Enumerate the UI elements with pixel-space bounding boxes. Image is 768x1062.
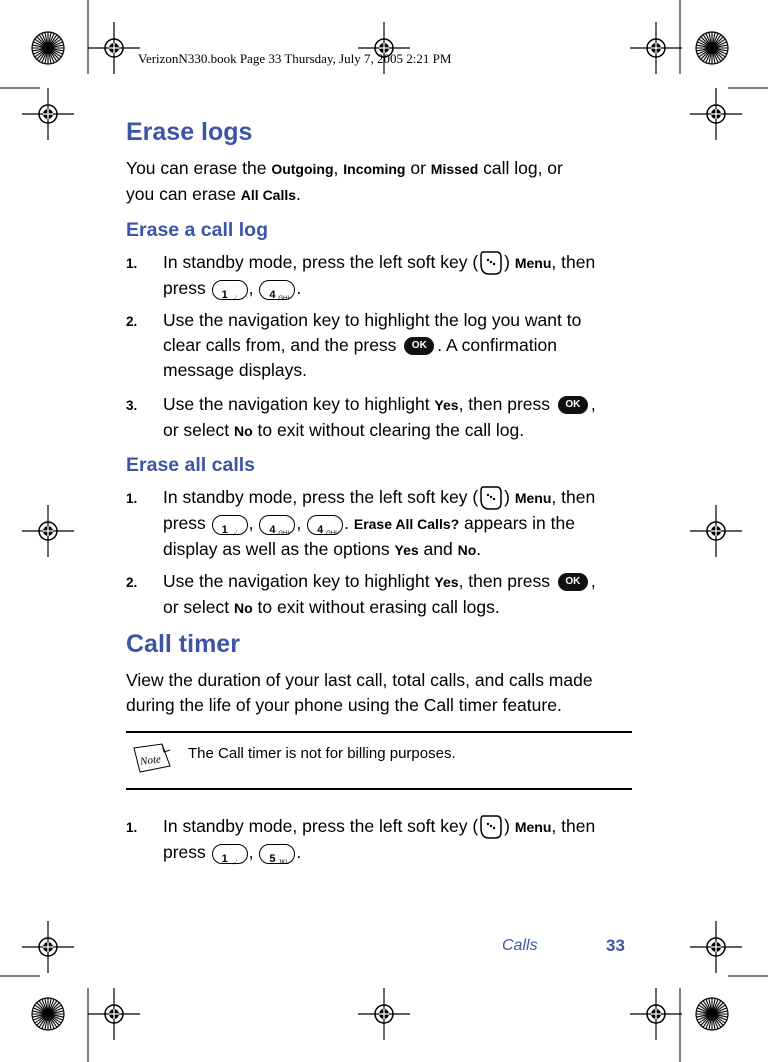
text-run: , then [551, 252, 596, 272]
step-text [163, 814, 633, 865]
key-1-icon [212, 515, 248, 535]
step-number: 1. [126, 256, 138, 271]
text-run: you can erase [126, 184, 241, 204]
text-run: ) [504, 816, 515, 836]
text-run: . [476, 539, 482, 560]
left-soft-key-icon [479, 250, 503, 276]
text-run: or [405, 158, 431, 178]
note-bottom-rule [126, 788, 632, 790]
key-4-icon [259, 515, 295, 535]
text-run: View the duration of your last call, total calls, and calls made [126, 670, 593, 690]
section-title-call-timer: Call timer [126, 630, 240, 658]
text-run: , [248, 842, 259, 863]
text-run: ) [504, 252, 515, 272]
key-4-icon [259, 280, 295, 300]
key-digit: 4 [269, 523, 276, 536]
text-run: during the life of your phone using the Call timer feature. [126, 695, 562, 715]
term-menu: Menu [514, 490, 552, 506]
step-number: 3. [126, 398, 138, 413]
key-letters: .,-' [230, 859, 238, 866]
call-timer-intro [126, 668, 631, 718]
left-soft-key-icon [479, 814, 503, 840]
step-number: 2. [126, 575, 138, 590]
text-run: , [333, 158, 344, 178]
step-number: 2. [126, 314, 138, 329]
subsection-title-erase-all-calls: Erase all calls [126, 454, 256, 476]
ok-key-icon: OK [558, 396, 588, 414]
key-letters: GHI [326, 530, 337, 537]
key-letters: .,-' [230, 530, 238, 537]
term-yes: Yes [434, 397, 459, 413]
key-digit: 5 [269, 852, 276, 865]
text-run: . [296, 184, 301, 204]
term-yes: Yes [394, 542, 419, 559]
text-run: to exit without erasing call logs. [252, 597, 500, 617]
term-missed: Missed [430, 161, 479, 177]
key-5-icon [259, 844, 295, 864]
key-1-icon [212, 280, 248, 300]
text-run: , then press [458, 571, 555, 591]
text-run: You can erase the [126, 158, 272, 178]
text-run: ) [504, 487, 515, 507]
note-icon [128, 740, 174, 776]
key-letters: GHI [278, 295, 290, 302]
erase-logs-intro [126, 156, 631, 208]
text-run: press [163, 842, 211, 863]
text-run: In standby mode, press the left soft key ( [163, 252, 479, 272]
key-letters: JKL [278, 859, 289, 866]
text-run: to exit without clearing the call log. [252, 420, 525, 440]
key-digit: 4 [269, 288, 276, 301]
step-number: 1. [126, 491, 138, 506]
text-run: , then press [458, 394, 555, 414]
text-run: clear calls from, and the press [163, 335, 402, 355]
key-digit: 1 [221, 852, 228, 865]
text-run: appears in the [459, 513, 575, 534]
term-erase-all-calls-prompt: Erase All Calls? [353, 516, 460, 533]
note-top-rule [126, 731, 632, 733]
key-digit: 4 [317, 523, 324, 536]
ok-key-icon: OK [404, 337, 434, 355]
text-run: press [163, 513, 211, 534]
text-run: In standby mode, press the left soft key ( [163, 816, 479, 836]
term-menu: Menu [514, 255, 552, 271]
key-digit: 1 [221, 288, 228, 301]
text-run: . [344, 513, 354, 534]
key-4-icon [307, 515, 343, 535]
print-running-header: VerizonN330.book Page 33 Thursday, July 7, 2005 2:21 PM [138, 51, 452, 66]
text-run: . [296, 842, 302, 863]
text-run: In standby mode, press the left soft key ( [163, 487, 479, 507]
step-text [163, 392, 633, 444]
term-incoming: Incoming [343, 161, 406, 177]
text-run: , then [551, 816, 596, 836]
text-run: , [296, 513, 307, 534]
text-run: display as well as the options [163, 539, 395, 560]
text-run: call log, or [478, 158, 563, 178]
ok-key-icon: OK [558, 573, 588, 591]
text-run: message displays. [163, 360, 307, 380]
text-run: press [163, 278, 211, 299]
key-letters: .,-' [230, 295, 238, 302]
text-run: Use the navigation key to highlight the log you want to [163, 310, 582, 330]
key-1-icon [212, 844, 248, 864]
note-icon-label: Note [139, 753, 162, 769]
footer-section-name: Calls [502, 937, 538, 954]
step-number: 1. [126, 820, 138, 835]
text-run: or select [163, 597, 234, 617]
subsection-title-erase-call-log: Erase a call log [126, 219, 268, 241]
term-yes: Yes [434, 574, 459, 590]
step-text [163, 308, 633, 383]
text-run: , [248, 513, 259, 534]
text-run: , [590, 394, 596, 414]
term-all-calls: All Calls [240, 187, 297, 203]
text-run: Use the navigation key to highlight [163, 394, 435, 414]
text-run: Use the navigation key to highlight [163, 571, 435, 591]
section-title-erase-logs: Erase logs [126, 118, 253, 146]
step-text [163, 250, 633, 301]
step-text [163, 485, 633, 563]
text-run: , then [551, 487, 596, 507]
step-text [163, 569, 633, 621]
term-menu: Menu [514, 819, 552, 835]
text-run: . A confirmation [437, 335, 557, 355]
left-soft-key-icon [479, 485, 503, 511]
footer-page-number: 33 [606, 936, 625, 955]
text-run: or select [163, 420, 234, 440]
key-digit: 1 [221, 523, 228, 536]
note-text: The Call timer is not for billing purposes. [188, 745, 456, 762]
text-run: and [418, 539, 458, 560]
text-run: , [248, 278, 259, 299]
term-no: No [457, 542, 477, 559]
text-run: . [296, 278, 302, 299]
term-no: No [234, 600, 253, 616]
term-no: No [234, 423, 253, 439]
term-outgoing: Outgoing [271, 161, 334, 177]
text-run: , [590, 571, 596, 591]
key-letters: GHI [278, 530, 290, 537]
